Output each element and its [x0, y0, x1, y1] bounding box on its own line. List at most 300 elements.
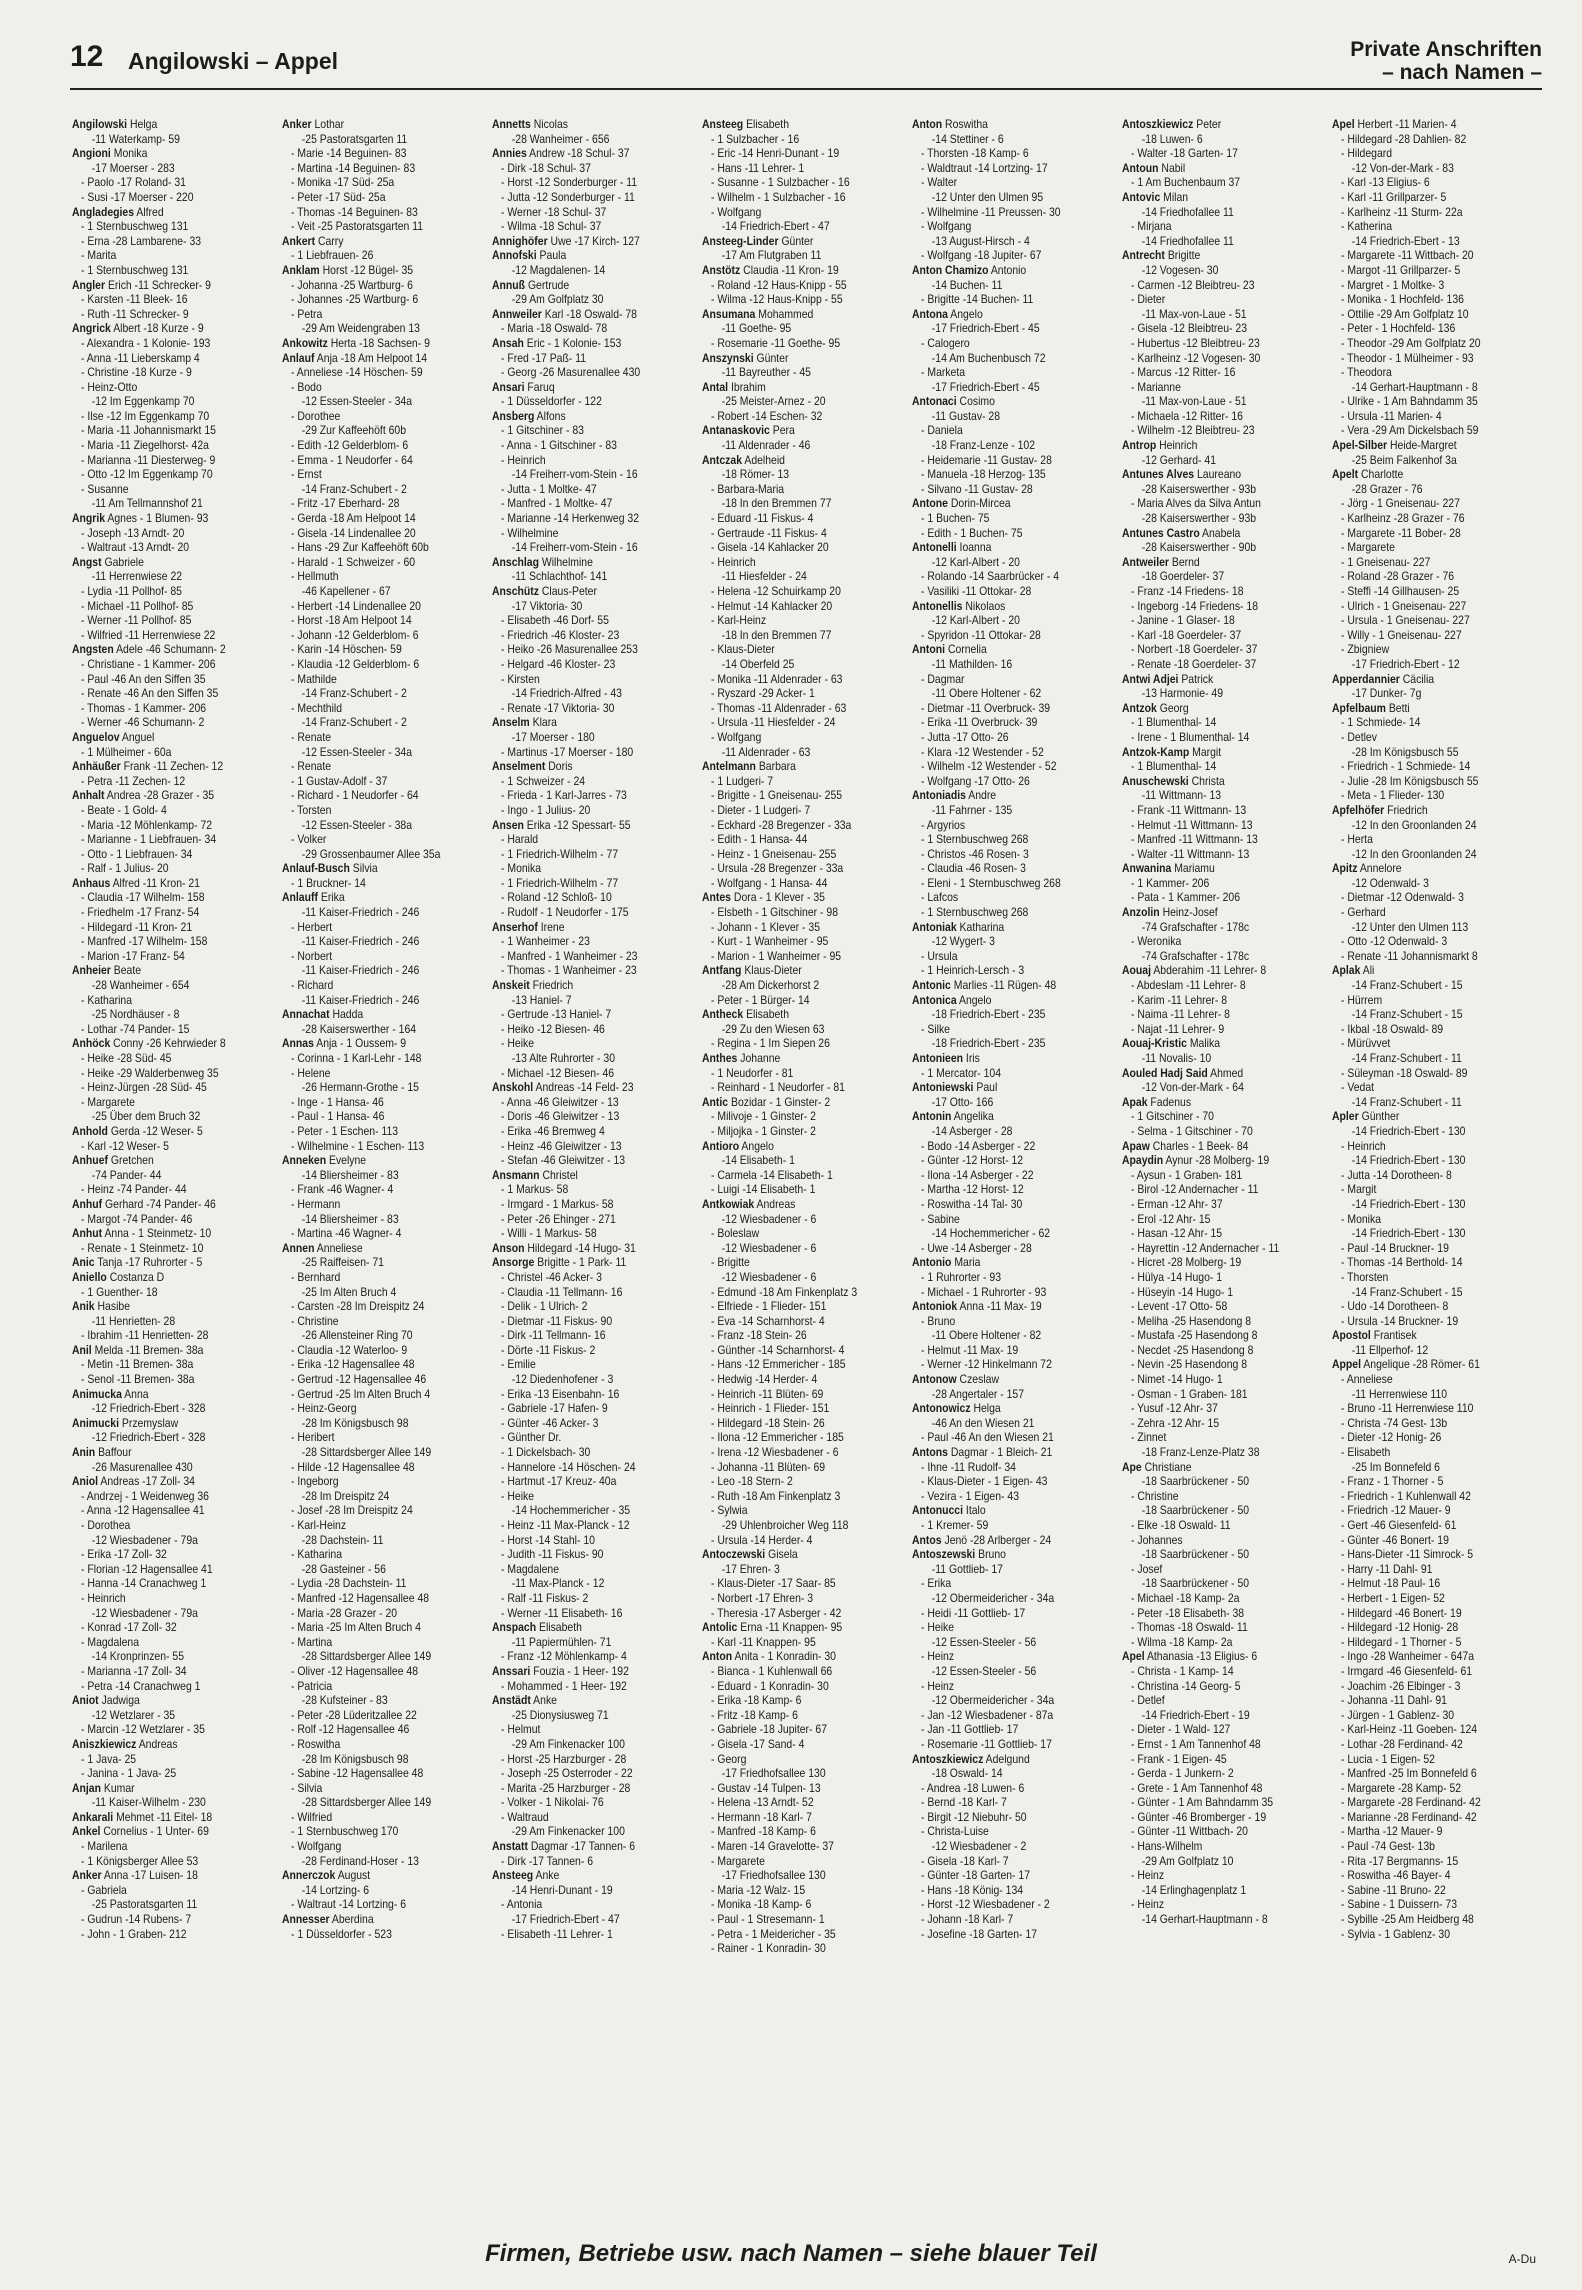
entry-headline — [72, 556, 252, 571]
entry-line: - Bodo -14 Asberger - 22 — [921, 1139, 1036, 1153]
entry-detail: Conny -26 Kehrwieder 8 — [113, 1037, 226, 1051]
entry-line: - Najat -11 Lehrer- 9 — [1131, 1022, 1225, 1036]
entry-line: -29 Zu den Wiesen 63 — [721, 1022, 825, 1036]
entry-detail: Brigitte - 1 Park- 11 — [537, 1256, 627, 1270]
surname: Anhold — [72, 1124, 108, 1138]
entry-line: - Lydia -28 Dachstein- 11 — [291, 1577, 407, 1591]
entry-headline — [72, 1344, 252, 1359]
surname: Antonica — [912, 993, 957, 1007]
directory-entry — [912, 921, 1092, 979]
entry-headline — [492, 279, 672, 294]
directory-entry — [72, 1125, 252, 1154]
entry-line: - Joseph -13 Arndt- 20 — [81, 526, 185, 540]
entry-line: - Marianna -17 Zoll- 34 — [81, 1664, 187, 1678]
entry-headline — [912, 118, 1092, 133]
surname: Anserhof — [492, 920, 538, 934]
entry-line: -12 Diedenhofener - 3 — [511, 1373, 614, 1387]
entry-detail: Silvia — [352, 862, 378, 876]
entry-line: - Friedrich -46 Kloster- 23 — [501, 628, 620, 642]
entry-line: - Margarete -11 Bober- 28 — [1341, 526, 1461, 540]
entry-detail: Jadwiga — [101, 1694, 140, 1708]
entry-detail: Paula — [539, 249, 567, 263]
entry-line: - Marion -17 Franz- 54 — [81, 949, 185, 963]
entry-line: - Petra — [291, 307, 323, 321]
entry-line: - Brigitte — [711, 1256, 750, 1270]
directory-entry — [1122, 1154, 1302, 1460]
surname: Antrop — [1122, 439, 1157, 453]
entry-line: -12 Obermeidericher - 34a — [931, 1591, 1055, 1605]
entry-headline — [72, 1782, 252, 1797]
entry-line: -17 Moerser - 180 — [511, 730, 595, 744]
entry-line: -13 August-Hirsch - 4 — [931, 234, 1030, 248]
entry-line: - Erol -12 Ahr- 15 — [1131, 1212, 1211, 1226]
entry-line: - Stefan -46 Gleiwitzer - 13 — [501, 1154, 626, 1168]
entry-headline — [492, 1081, 672, 1096]
entry-line: - Wilfried — [291, 1810, 333, 1824]
entry-line: - Wolfgang -17 Otto- 26 — [921, 774, 1030, 788]
surname: Antonaci — [912, 395, 957, 409]
entry-line: - 1 Buchen- 75 — [921, 512, 990, 526]
entry-headline — [492, 585, 672, 600]
entry-line: - Maria -18 Oswald- 78 — [501, 322, 608, 336]
entry-line: - Roland -28 Grazer - 76 — [1341, 570, 1455, 584]
entry-line: - Hilde -12 Hagensallee 48 — [291, 1460, 415, 1474]
entry-line: -28 Kaiserswerther - 90b — [1141, 541, 1257, 555]
surname: Angsten — [72, 643, 114, 657]
entry-line: - Jutta - 1 Moltke- 47 — [501, 482, 597, 496]
entry-headline — [702, 352, 882, 367]
entry-line: - Ihne -11 Rudolf- 34 — [921, 1460, 1016, 1474]
entry-line: - Andrzej - 1 Weidenweg 36 — [81, 1489, 209, 1503]
entry-line: -12 Friedrich-Ebert - 328 — [91, 1402, 206, 1416]
surname: Annachat — [282, 1008, 330, 1022]
directory-entry — [72, 1344, 252, 1388]
entry-headline — [702, 1096, 882, 1111]
entry-headline — [72, 1125, 252, 1140]
entry-line: - Mathilde — [291, 672, 337, 686]
entry-detail: Helga — [129, 118, 158, 131]
entry-line: - Erna -28 Lambarene- 33 — [81, 234, 202, 248]
entry-line: -25 Nordhäuser - 8 — [91, 1008, 180, 1022]
entry-line: - Wolfgang — [921, 220, 972, 234]
entry-line: -14 Buchen- 11 — [931, 278, 1003, 292]
entry-line: -14 Franz-Schubert - 15 — [1351, 1285, 1463, 1299]
entry-detail: Wilhelmine — [541, 555, 593, 569]
entry-line: - Birgit -12 Niebuhr- 50 — [921, 1810, 1027, 1824]
entry-line: - Bodo — [291, 380, 322, 394]
entry-line: -11 Novalis- 10 — [1141, 1052, 1212, 1065]
entry-detail: Mohammed — [758, 307, 814, 321]
entry-line: - Alexandra - 1 Kolonie- 193 — [81, 336, 211, 350]
entry-line: -14 Lortzing- 6 — [301, 1883, 370, 1897]
entry-line: - Walter -11 Wittmann- 13 — [1131, 847, 1250, 861]
entry-line: -11 Fahrner - 135 — [931, 803, 1013, 817]
surname: Antkowiak — [702, 1197, 755, 1211]
entry-detail: Carry — [317, 234, 344, 248]
entry-line: - Rolf -12 Hagensallee 46 — [291, 1723, 410, 1737]
entry-line: -25 Pastoratsgarten 11 — [301, 132, 408, 146]
entry-headline — [702, 964, 882, 979]
surname: Antes — [702, 891, 731, 905]
entry-headline — [912, 1548, 1092, 1563]
directory-entry — [702, 760, 882, 891]
surname: Antonellis — [912, 599, 963, 613]
directory-entry — [72, 1825, 252, 1869]
entry-headline — [492, 1169, 672, 1184]
entry-detail: Bernd — [1171, 555, 1200, 569]
entry-detail: Angelo — [741, 1139, 774, 1153]
entry-line: -46 Kapellener - 67 — [301, 585, 391, 598]
entry-line: -25 Im Bonnefeld 6 — [1351, 1460, 1440, 1474]
entry-line: - Willy - 1 Gneisenau- 227 — [1341, 628, 1462, 642]
entry-line: - Günter -46 Acker- 3 — [501, 1416, 599, 1430]
entry-line: - Dietmar -11 Fiskus- 90 — [501, 1314, 613, 1328]
entry-detail: Uwe -17 Kirch- 127 — [550, 234, 640, 248]
entry-line: -13 Alte Ruhrorter - 30 — [511, 1052, 616, 1065]
entry-line: - Heike — [501, 1489, 535, 1503]
entry-line: - Otto - 1 Liebfrauen- 34 — [81, 847, 193, 861]
entry-line: - Erika -11 Overbruck- 39 — [921, 716, 1038, 730]
entry-headline — [1122, 439, 1302, 454]
entry-line: - Theodora — [1341, 366, 1392, 380]
entry-line: - Claudia -17 Wilhelm- 158 — [81, 891, 205, 905]
directory-entry — [702, 964, 882, 1008]
directory-entry — [1122, 439, 1302, 468]
surname: Anjan — [72, 1781, 101, 1795]
entry-headline — [72, 1811, 252, 1826]
entry-line: - Hartmut -17 Kreuz- 40a — [501, 1475, 617, 1489]
entry-line: - Silke — [921, 1022, 950, 1036]
entry-headline — [492, 147, 672, 162]
entry-line: - 1 Bruckner- 14 — [291, 876, 366, 890]
entry-line: - Aysun - 1 Graben- 181 — [1131, 1168, 1243, 1182]
entry-detail: Hasibe — [97, 1300, 131, 1314]
entry-detail: Gerda -12 Weser- 5 — [110, 1124, 203, 1138]
entry-line: - Sylvia - 1 Gablenz- 30 — [1341, 1927, 1451, 1941]
entry-headline — [912, 1402, 1092, 1417]
entry-line: - Edith - 1 Buchen- 75 — [921, 526, 1023, 540]
entry-line: - Claudia -11 Tellmann- 16 — [501, 1285, 623, 1299]
entry-line: -14 Franz-Schubert - 11 — [1351, 1095, 1462, 1109]
entry-line: - Wilma -18 Schul- 37 — [501, 220, 602, 234]
entry-line: -11 Gustav- 28 — [931, 409, 1001, 423]
entry-line: - Renate — [291, 760, 332, 774]
entry-line: - Helmut -11 Wittmann- 13 — [1131, 818, 1253, 832]
directory-entry — [702, 1052, 882, 1096]
entry-line: - Werner -12 Hinkelmann 72 — [921, 1358, 1052, 1372]
entry-line: - Dietmar -12 Odenwald- 3 — [1341, 891, 1464, 905]
entry-line: - Wolfgang — [291, 1840, 342, 1854]
directory-entry — [72, 1300, 252, 1344]
entry-headline — [1122, 906, 1302, 921]
entry-line: - Klaus-Dieter — [711, 643, 775, 657]
entry-line: - Barbara-Maria — [711, 482, 785, 496]
entry-line: - Werner -11 Elisabeth- 16 — [501, 1606, 623, 1620]
surname: Antoszkiewicz — [912, 1752, 984, 1766]
entry-detail: Klaus-Dieter — [744, 964, 802, 978]
entry-headline — [282, 337, 462, 352]
entry-line: - Wolfgang - 1 Hansa- 44 — [711, 876, 828, 890]
entry-line: - Martha -12 Mauer- 9 — [1341, 1825, 1443, 1839]
entry-line: - Ralf - 1 Julius- 20 — [81, 862, 169, 876]
entry-line: -11 Goethe- 95 — [721, 322, 792, 336]
entry-line: - Katharina — [81, 993, 133, 1007]
entry-headline — [1122, 1067, 1302, 1082]
entry-line: -17 Am Flutgraben 11 — [721, 249, 822, 263]
entry-line: - 1 Gneisenau- 227 — [1341, 555, 1431, 569]
entry-headline — [72, 1738, 252, 1753]
entry-detail: Angelo — [958, 993, 992, 1007]
entry-line: - Margarete -28 Ferdinand- 42 — [1341, 1796, 1481, 1810]
entry-line: - Mechthild — [291, 701, 343, 715]
directory-entry — [1332, 862, 1512, 964]
entry-line: - Torsten — [291, 803, 332, 817]
entry-line: - Frank -46 Wagner- 4 — [291, 1183, 394, 1197]
entry-detail: Irene — [540, 920, 565, 934]
entry-line: - Hildegard -46 Bonert- 19 — [1341, 1606, 1462, 1620]
entry-line: - Ruth -18 Am Finkenplatz 3 — [711, 1489, 841, 1503]
entry-headline — [1332, 1358, 1512, 1373]
entry-line: - Manfred -25 Im Bonnefeld 6 — [1341, 1767, 1477, 1781]
surname: Apfelhöfer — [1332, 803, 1385, 817]
entry-line: -14 Asberger - 28 — [931, 1124, 1013, 1138]
surname: Antonowicz — [912, 1402, 971, 1416]
entry-headline — [912, 1753, 1092, 1768]
entry-line: - Gisela -14 Kahlacker 20 — [711, 541, 829, 555]
entry-detail: Fouzia - 1 Heer- 192 — [533, 1664, 629, 1678]
directory-entry — [1332, 673, 1512, 702]
directory-entry — [72, 1782, 252, 1811]
entry-line: - Luigi -14 Elisabeth- 1 — [711, 1183, 816, 1197]
entry-line: - Helmut -14 Kahlacker 20 — [711, 599, 833, 613]
directory-column — [492, 118, 672, 2228]
entry-headline — [72, 1256, 252, 1271]
entry-headline — [1122, 1154, 1302, 1169]
directory-entry — [1332, 468, 1512, 672]
entry-line: - Karl -11 Knappen- 95 — [711, 1635, 816, 1649]
entry-line: - Volker — [291, 833, 327, 847]
entry-line: - Osman - 1 Graben- 181 — [1131, 1387, 1248, 1401]
entry-headline — [1122, 527, 1302, 542]
entry-line: - Zinnet — [1131, 1431, 1167, 1445]
entry-line: -26 Hermann-Grothe - 15 — [301, 1081, 419, 1095]
entry-headline — [282, 862, 462, 877]
surname: Antunes Castro — [1122, 526, 1200, 540]
entry-line: - Christina -14 Georg- 5 — [1131, 1679, 1241, 1693]
entry-line: -14 Friedrich-Ebert - 130 — [1351, 1154, 1466, 1168]
entry-line: - Manfred -17 Wilhelm- 158 — [81, 935, 208, 949]
entry-line: - Katharina — [291, 1548, 343, 1562]
surname: Angst — [72, 555, 102, 569]
entry-line: - Ingo - 1 Julius- 20 — [501, 803, 591, 817]
directory-entry — [702, 264, 882, 308]
entry-line: -11 Ellperhof- 12 — [1351, 1343, 1429, 1357]
entry-headline — [1122, 1650, 1302, 1665]
directory-entry — [282, 891, 462, 1008]
entry-line: - 1 Am Buchenbaum 37 — [1131, 176, 1241, 190]
directory-entry — [912, 395, 1092, 497]
entry-line: - Hans -12 Emmericher - 185 — [711, 1358, 846, 1372]
surname: Antone — [912, 497, 948, 511]
entry-line: - Johanna -11 Blüten- 69 — [711, 1460, 826, 1474]
surname: Antrecht — [1122, 249, 1165, 263]
entry-line: -17 Friedhofsallee 130 — [721, 1869, 826, 1883]
entry-line: -12 Magdalenen- 14 — [511, 263, 606, 277]
entry-line: - 1 Sternbuschweg 131 — [81, 220, 189, 234]
entry-line: - Josef — [1131, 1562, 1163, 1576]
entry-line: -17 Friedrich-Ebert - 45 — [931, 380, 1040, 394]
entry-line: - Richard - 1 Neudorfer - 64 — [291, 789, 419, 803]
section-title — [1350, 38, 1542, 84]
entry-detail: Katharina — [959, 920, 1005, 934]
entry-line: -12 Wiesbadener - 79a — [91, 1533, 198, 1547]
entry-line: - Ursula -28 Bregenzer - 33a — [711, 862, 844, 876]
entry-line: - Wilfried -11 Herrenwiese 22 — [81, 628, 216, 642]
entry-line: -28 Am Dickerhorst 2 — [721, 979, 820, 993]
footer-note: Firmen, Betriebe usw. nach Namen – siehe blauer Teil — [485, 2240, 1097, 2267]
entry-headline — [72, 1227, 252, 1242]
entry-detail: Anguel — [121, 730, 155, 744]
directory-entry — [492, 147, 672, 235]
entry-line: - Gisela -12 Bleibtreu- 23 — [1131, 322, 1248, 336]
entry-line: -17 Friedrich-Ebert - 47 — [511, 1913, 620, 1927]
entry-line: - Peter -18 Elisabeth- 38 — [1131, 1606, 1245, 1620]
entry-line: -74 Grafschafter - 178c — [1141, 920, 1250, 934]
entry-line: - Günter -18 Garten- 17 — [921, 1869, 1031, 1883]
entry-line: - Joseph -25 Osterroder - 22 — [501, 1767, 633, 1781]
surname: Anson — [492, 1241, 525, 1255]
entry-line: -14 Freiherr-vom-Stein - 16 — [511, 541, 638, 555]
entry-line: - Ingeborg -14 Friedens- 18 — [1131, 599, 1259, 613]
entry-detail: Cornelius - 1 Unter- 69 — [103, 1825, 209, 1839]
entry-detail: Hildegard -14 Hugo- 31 — [527, 1241, 636, 1255]
entry-line: - Hicret -28 Molberg- 19 — [1131, 1256, 1242, 1270]
entry-headline — [912, 497, 1092, 512]
entry-line: - 1 Heinrich-Lersch - 3 — [921, 964, 1025, 978]
entry-line: - Elfriede - 1 Flieder- 151 — [711, 1300, 827, 1314]
entry-line: - Herbert -14 Lindenallee 20 — [291, 599, 421, 613]
entry-headline — [72, 206, 252, 221]
entry-line: - Karl-Heinz -11 Goeben- 124 — [1341, 1723, 1478, 1737]
entry-line: -11 Schlachthof- 141 — [511, 570, 608, 584]
entry-headline — [72, 1300, 252, 1315]
entry-line: - Heinrich — [501, 453, 546, 467]
entry-line: - Günter - 1 Am Bahndamm 35 — [1131, 1796, 1274, 1810]
entry-detail: Hadda — [332, 1008, 364, 1022]
entry-headline — [1122, 702, 1302, 717]
surname: Antona — [912, 307, 948, 321]
directory-column — [282, 118, 462, 2228]
entry-line: - Michael -11 Pollhof- 85 — [81, 599, 194, 613]
entry-line: -25 Raiffeisen- 71 — [301, 1256, 384, 1270]
entry-line: - Meliha -25 Hasendong 8 — [1131, 1314, 1252, 1328]
entry-detail: Bruno — [978, 1548, 1006, 1562]
entry-detail: Milan — [1163, 190, 1189, 204]
surname: Antoniewski — [912, 1081, 974, 1095]
entry-line: - Paul -14 Bruckner- 19 — [1341, 1241, 1449, 1255]
directory-entry — [1332, 1358, 1512, 1942]
entry-line: -17 Dunker- 7g — [1351, 687, 1422, 701]
entry-headline — [702, 235, 882, 250]
directory-column — [1332, 118, 1512, 2228]
directory-entry — [282, 352, 462, 863]
entry-line: -12 Von-der-Mark - 83 — [1351, 161, 1454, 175]
entry-line: - 1 Guenther- 18 — [81, 1285, 158, 1299]
entry-line: - Jan -11 Gottlieb- 17 — [921, 1723, 1019, 1737]
entry-line: - Gabriele -18 Jupiter- 67 — [711, 1723, 828, 1737]
directory-entry — [1332, 804, 1512, 862]
entry-line: - Jutta -17 Otto- 26 — [921, 730, 1009, 744]
entry-line: - Wilhelmine -11 Preussen- 30 — [921, 205, 1061, 219]
directory-entry — [1122, 527, 1302, 556]
entry-line: -14 Franz-Schubert - 2 — [301, 482, 407, 496]
entry-line: - Roswitha -14 Tal- 30 — [921, 1197, 1023, 1211]
entry-line: - Fred -17 Paß- 11 — [501, 351, 587, 365]
surname: Apak — [1122, 1095, 1148, 1109]
entry-line: - Helmut -11 Max- 19 — [921, 1343, 1019, 1357]
entry-line: - Steffi -14 Gillhausen- 25 — [1341, 585, 1460, 598]
entry-line: - Dörte -11 Fiskus- 2 — [501, 1343, 596, 1357]
page-number: 12 — [70, 40, 104, 73]
surname: Annesser — [282, 1913, 330, 1927]
directory-entry — [72, 877, 252, 965]
entry-line: - Ingeborg — [291, 1475, 339, 1489]
entry-line: - Jutta -14 Dorotheen- 8 — [1341, 1168, 1452, 1182]
entry-line: - Mürüvvet — [1341, 1037, 1391, 1051]
entry-line: -11 Bayreuther - 45 — [721, 366, 811, 380]
directory-entry — [492, 1869, 672, 1942]
entry-line: -18 Saarbrückener - 50 — [1141, 1548, 1250, 1562]
entry-line: - Peter - 1 Hochfeld- 136 — [1341, 322, 1456, 336]
entry-line: - Helmut — [501, 1723, 541, 1737]
directory-entry — [492, 979, 672, 1081]
entry-line: - 1 Wanheimer - 23 — [501, 935, 590, 949]
entry-line: - Friedhelm -17 Franz- 54 — [81, 906, 200, 920]
entry-detail: Betti — [1388, 701, 1410, 715]
entry-headline — [912, 395, 1092, 410]
entry-line: - Carmen -12 Bleibtreu- 23 — [1131, 278, 1255, 292]
entry-headline — [702, 1650, 882, 1665]
entry-line: - Inge - 1 Hansa- 46 — [291, 1095, 384, 1109]
entry-headline — [72, 643, 252, 658]
entry-line: - Heinz — [921, 1679, 955, 1693]
directory-entry — [702, 891, 882, 964]
entry-line: - Eduard -11 Fiskus- 4 — [711, 512, 814, 526]
entry-line: - Claudia -46 Rosen- 3 — [921, 862, 1026, 876]
directory-entry — [282, 1242, 462, 1870]
entry-detail: Herta -18 Sachsen- 9 — [330, 336, 430, 350]
directory-entry — [282, 337, 462, 352]
entry-detail: Erich -11 Schrecker- 9 — [107, 278, 211, 292]
surname: Antonow — [912, 1373, 957, 1387]
entry-line: - Frank - 1 Eigen- 45 — [1131, 1752, 1227, 1766]
entry-detail: Erika -12 Spessart- 55 — [526, 818, 631, 832]
entry-line: - Margarete -11 Wittbach- 20 — [1341, 249, 1474, 263]
entry-line: - Brigitte -14 Buchen- 11 — [921, 293, 1034, 307]
entry-detail: Dora - 1 Klever - 35 — [733, 891, 825, 905]
entry-headline — [702, 454, 882, 469]
entry-line: - Manfred -11 Wittmann- 13 — [1131, 833, 1258, 847]
entry-line: -18 Friedrich-Ebert - 235 — [931, 1037, 1046, 1051]
entry-line: - Emilie — [501, 1358, 536, 1372]
entry-detail: Abderahim -11 Lehrer- 8 — [1153, 964, 1267, 978]
entry-line: - Elisabeth — [1341, 1446, 1391, 1460]
entry-detail: Christiane — [1144, 1460, 1192, 1474]
entry-line: - Günther -14 Scharnhorst- 4 — [711, 1343, 845, 1357]
directory-entry — [1332, 1110, 1512, 1329]
directory-entry — [702, 381, 882, 425]
entry-line: - Heiko -12 Biesen- 46 — [501, 1022, 605, 1036]
